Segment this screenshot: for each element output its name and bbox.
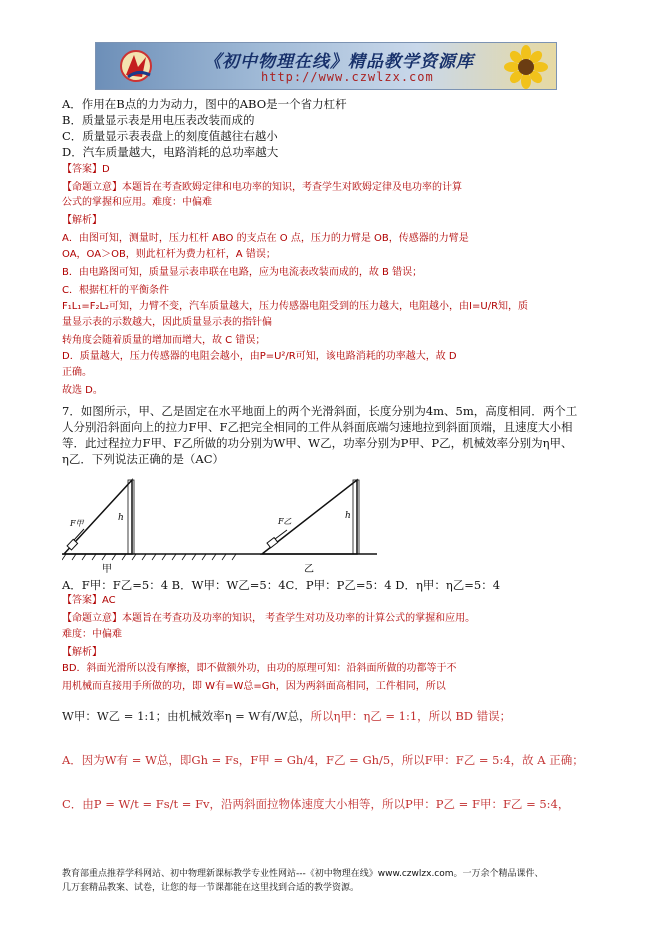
text-line-q7b: 人分别沿斜面向上的拉力F甲、F乙把完全相同的工件从斜面底端匀速地拉到斜面顶端，且速度大小相 — [62, 420, 573, 434]
text-line-p1e: F₁L₁=F₂L₂可知，力臂不变，汽车质量越大，压力传感器电阻受到的压力越大，电阻越小，由I=U/R知，质 — [62, 301, 529, 312]
formula-f1a — [62, 708, 511, 724]
header-banner — [95, 42, 557, 90]
label-h-yi: h — [345, 511, 351, 521]
label-yi: 乙 — [304, 564, 314, 575]
text-line-parse2: 【解析】 — [62, 647, 102, 658]
text-line-p1d: C．根据杠杆的平衡条件 — [62, 285, 169, 296]
text-line-q7c: 等．此过程拉力F甲、F乙所做的功分别为W甲、W乙，功率分别为P甲、P乙，机械效率分别为η甲、 — [62, 436, 573, 450]
text-line-intent1b: 公式的掌握和应用。难度：中偏难 — [62, 197, 212, 208]
text-line-p1i: 正确。 — [62, 367, 92, 378]
footer-line-1: 教育部重点推荐学科网站、初中物理新课标教学专业性网站---《初中物理在线》www.czwlzx.com。一万余个精品课件、 — [62, 869, 544, 879]
label-f-jia: F甲 — [70, 519, 84, 528]
text-line-q7d: η乙．下列说法正确的是（AC） — [62, 452, 224, 466]
text-line-optB: B．质量显示表是用电压表改装而成的 — [62, 113, 255, 127]
text-line-p1j: 故选 D。 — [62, 385, 103, 396]
sunflower-icon — [502, 45, 550, 89]
text-line-parse1: 【解析】 — [62, 215, 102, 226]
formula-f3a — [62, 796, 569, 812]
text-line-q7a: 7．如图所示，甲、乙是固定在水平地面上的两个光滑斜面，长度分别为4m、5m，高度相同．两个工 — [62, 404, 578, 418]
formula-text: W甲：W乙 = 1:1；由机械效率η = W有/W总， — [62, 709, 311, 723]
banner-title: 《初中物理在线》精品教学资源库 — [204, 52, 474, 72]
formula-f2a — [62, 752, 584, 768]
formula-red-text: C．由P = W/t = Fs/t = Fv，沿两斜面拉物体速度大小相等，所以P甲：P乙 = F甲：F乙 = 5:4， — [62, 797, 570, 811]
logo-icon — [116, 49, 158, 83]
text-line-ans2: 【答案】AC — [62, 595, 116, 606]
text-line-p1c: B．由电路图可知，质量显示表串联在电路，应为电流表改装而成的，故 B 错误； — [62, 267, 423, 278]
text-line-p2b: 用机械而直接用手所做的功，即 W有=W总=Gh，因为两斜面高相同，工件相同，所以 — [62, 681, 446, 692]
text-line-intent1: 【命题立意】本题旨在考查欧姆定律和电功率的知识，考查学生对欧姆定律及电功率的计算 — [62, 182, 462, 193]
label-f-yi: F乙 — [278, 517, 292, 526]
text-line-p1h: D．质量越大，压力传感器的电阻会越小，由P=U²/R可知，该电路消耗的功率越大，故 D — [62, 351, 457, 362]
text-line-p1g: 转角度会随着质量的增加而增大，故 C 错误； — [62, 335, 266, 346]
text-line-intent2: 【命题立意】本题旨在考查功及功率的知识， 考查学生对功及功率的计算公式的掌握和应用。 — [62, 613, 476, 624]
footer-line-2: 几万套精品教案、试卷，让您的每一节课都能在这里找到合适的教学资源。 — [62, 883, 360, 893]
text-line-diff2: 难度：中偏难 — [62, 629, 122, 640]
text-line-p1b: OA，OA＞OB，则此杠杆为费力杠杆，A 错误； — [62, 249, 276, 260]
text-line-optD: D．汽车质量越大，电路消耗的总功率越大 — [62, 145, 279, 159]
text-line-ans1: 【答案】D — [62, 164, 110, 175]
formula-red-text: 所以η甲：η乙 = 1:1，所以 BD 错误； — [310, 709, 512, 723]
incline-figure-yi — [242, 476, 382, 576]
banner-url[interactable]: http://www.czwlzx.com — [261, 70, 434, 84]
text-line-optA: A．作用在B点的力为动力，图中的ABO是一个省力杠杆 — [62, 97, 347, 111]
incline-figure-jia — [62, 476, 242, 576]
text-line-p1a: A．由图可知，测量时，压力杠杆 ABO 的支点在 O 点，压力的力臂是 OB，传感器的力臂是 — [62, 233, 469, 244]
text-line-p2a: BD．斜面光滑所以没有摩擦，即不做额外功，由功的原理可知：沿斜面所做的功都等于不 — [62, 663, 457, 674]
label-jia: 甲 — [102, 564, 112, 575]
label-h-jia: h — [118, 513, 124, 523]
formula-red-text: A．因为W有 = W总，即Gh = Fs，F甲 = Gh/4，F乙 = Gh/5，所以F甲：F乙 = 5:4，故 A 正确； — [62, 753, 584, 767]
text-line-q7opts: A．F甲：F乙=5：4 B．W甲：W乙=5：4C．P甲：P乙=5：4 D．η甲：η乙=5：4 — [62, 578, 501, 592]
text-line-optC: C．质量显示表表盘上的刻度值越往右越小 — [62, 129, 278, 143]
text-line-p1f: 量显示表的示数越大，因此质量显示表的指针偏 — [62, 317, 272, 328]
